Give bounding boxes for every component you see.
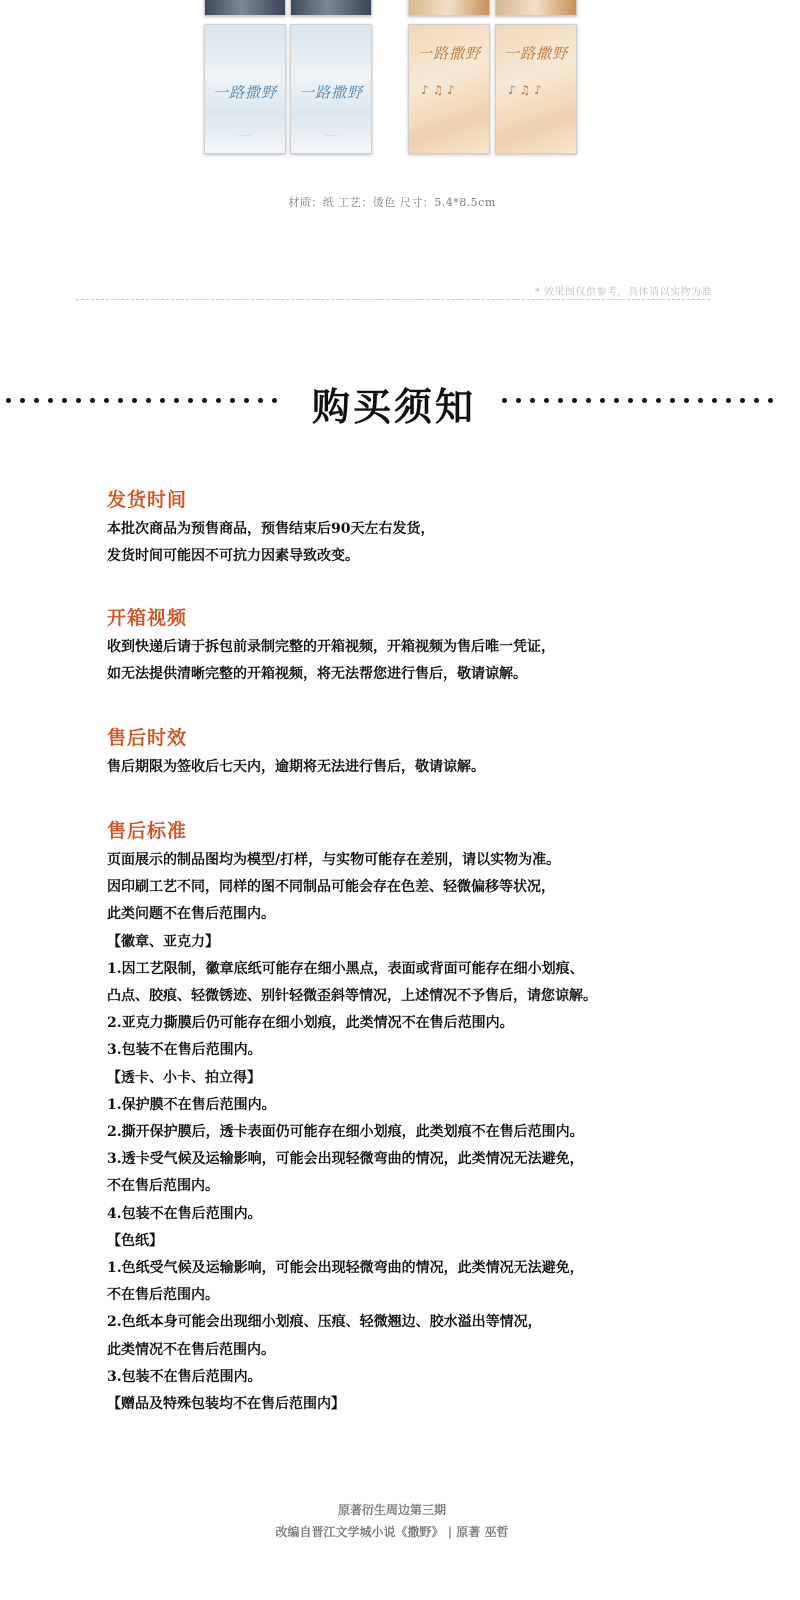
card-logo: 一路撒野 [298,83,364,102]
dot [740,398,745,403]
dot [230,398,235,403]
notice-line: 【透卡、小卡、拍立得】 [107,1069,261,1086]
product-gallery [0,0,800,160]
notice-line: 此类情况不在售后范围内。 [107,1341,275,1358]
notice-line: 3.包装不在售后范围内。 [107,1368,262,1385]
card-logo: 一路撒野 [503,44,569,63]
dotted-rule-right [502,398,782,404]
notice-line: 【色纸】 [107,1232,163,1249]
section-shipping [107,485,747,570]
card-image [495,0,577,16]
notice-line: 【赠品及特殊包装均不在售后范围内】 [107,1396,345,1413]
dot [628,398,633,403]
dot [754,398,759,403]
dot [670,398,675,403]
product-spec: 材质：纸 工艺：烫色 尺寸：5.4*8.5cm [288,196,496,209]
card-logo: 一路撒野 [416,44,482,63]
notice-line: 不在售后范围内。 [107,1287,219,1304]
section-heading: 发货时间 [107,489,188,511]
card-image [408,0,490,16]
dot [614,398,619,403]
card-image [290,24,372,154]
page-title: 购买须知 [311,385,476,429]
dot [216,398,221,403]
dot [642,398,647,403]
notice-line: 发货时间可能因不可抗力因素导致改变。 [107,548,359,565]
dot [530,398,535,403]
section-heading: 开箱视频 [107,607,188,629]
image-disclaimer: * 效果图仅供参考，具体请以实物为准 [534,287,712,298]
card-footnote: ⋯ ⋯ [239,133,251,139]
title-row [0,372,800,429]
section-unboxing [107,603,747,688]
footer-source: 改编自晋江文学城小说《撒野》 | 原著 巫哲 [275,1525,509,1539]
notice-line: 2.色纸本身可能会出现细小划痕、压痕、轻微翘边、胶水溢出等情况， [107,1314,542,1331]
dot [272,398,277,403]
notice-line: 3.包装不在售后范围内。 [107,1042,262,1059]
notice-line: 此类问题不在售后范围内。 [107,906,275,923]
dot [698,398,703,403]
section-body [107,634,747,688]
notice-line: 4.包装不在售后范围内。 [107,1205,262,1222]
dot [558,398,563,403]
card-footnote: ⋯ ⋯ [325,133,337,139]
notice-line: 本批次商品为预售商品，预售结束后90天左右发货， [107,521,435,537]
card-image [495,24,577,154]
section-period [107,723,747,781]
notice-line: 2.亚克力撕膜后仍可能存在细小划痕，此类情况不在售后范围内。 [107,1015,514,1032]
notice-line: 不在售后范围内。 [107,1178,219,1195]
notice-line: 【徽章、亚克力】 [107,933,219,950]
dot [20,398,25,403]
dot [132,398,137,403]
section-heading: 售后时效 [107,727,188,749]
dot [118,398,123,403]
dot [656,398,661,403]
dot [202,398,207,403]
card-image [204,24,286,154]
notice-line: 因印刷工艺不同，同样的图不同制品可能会存在色差、轻微偏移等状况， [107,879,555,896]
card-image [290,0,372,16]
card-logo: 一路撒野 [212,83,278,102]
music-notes-icon: ♪ ♫ ♪ [421,83,455,97]
dot [6,398,11,403]
notice-line: 收到快递后请于拆包前录制完整的开箱视频，开箱视频为售后唯一凭证， [107,639,555,655]
dot [174,398,179,403]
notice-line: 凸点、胶痕、轻微锈迹、别针轻微歪斜等情况，上述情况不予售后，请您谅解。 [107,988,597,1005]
dot [244,398,249,403]
dot [104,398,109,403]
dot [90,398,95,403]
dot [502,398,507,403]
card-image [204,0,286,16]
notice-line: 1.保护膜不在售后范围内。 [107,1096,276,1113]
divider [76,299,710,300]
dot [48,398,53,403]
notice-line: 如无法提供清晰完整的开箱视频，将无法帮您进行售后，敬请谅解。 [107,666,527,683]
dot [62,398,67,403]
notice-line: 1.因工艺限制，徽章底纸可能存在细小黑点，表面或背面可能存在细小划痕、 [107,960,584,977]
notice-line: 页面展示的制品图均为模型/打样，与实物可能存在差别，请以实物为准。 [107,852,561,868]
notice-line: 2.撕开保护膜后，透卡表面仍可能存在细小划痕，此类划痕不在售后范围内。 [107,1124,584,1141]
dot [572,398,577,403]
dot [726,398,731,403]
dot [258,398,263,403]
card-image [408,24,490,154]
dot [146,398,151,403]
section-body [107,754,747,781]
dotted-rule-left [6,398,286,404]
notice-line: 1.色纸受气候及运输影响，可能会出现轻微弯曲的情况，此类情况无法避免， [107,1260,584,1277]
dot [684,398,689,403]
dot [160,398,165,403]
dot [34,398,39,403]
dot [768,398,773,403]
notice-line: 售后期限为签收后七天内，逾期将无法进行售后，敬请谅解。 [107,759,485,775]
dot [544,398,549,403]
footer-series: 原著衍生周边第三期 [337,1503,446,1517]
music-notes-icon: ♪ ♫ ♪ [508,83,542,97]
dot [586,398,591,403]
dot [712,398,717,403]
section-body [107,847,747,1418]
dot [516,398,521,403]
section-standard [107,816,747,1418]
section-body [107,516,747,570]
section-heading: 售后标准 [107,820,188,842]
dot [76,398,81,403]
footer [0,1499,784,1543]
dot [188,398,193,403]
dot [600,398,605,403]
notice-line: 3.透卡受气候及运输影响，可能会出现轻微弯曲的情况，此类情况无法避免， [107,1151,584,1168]
